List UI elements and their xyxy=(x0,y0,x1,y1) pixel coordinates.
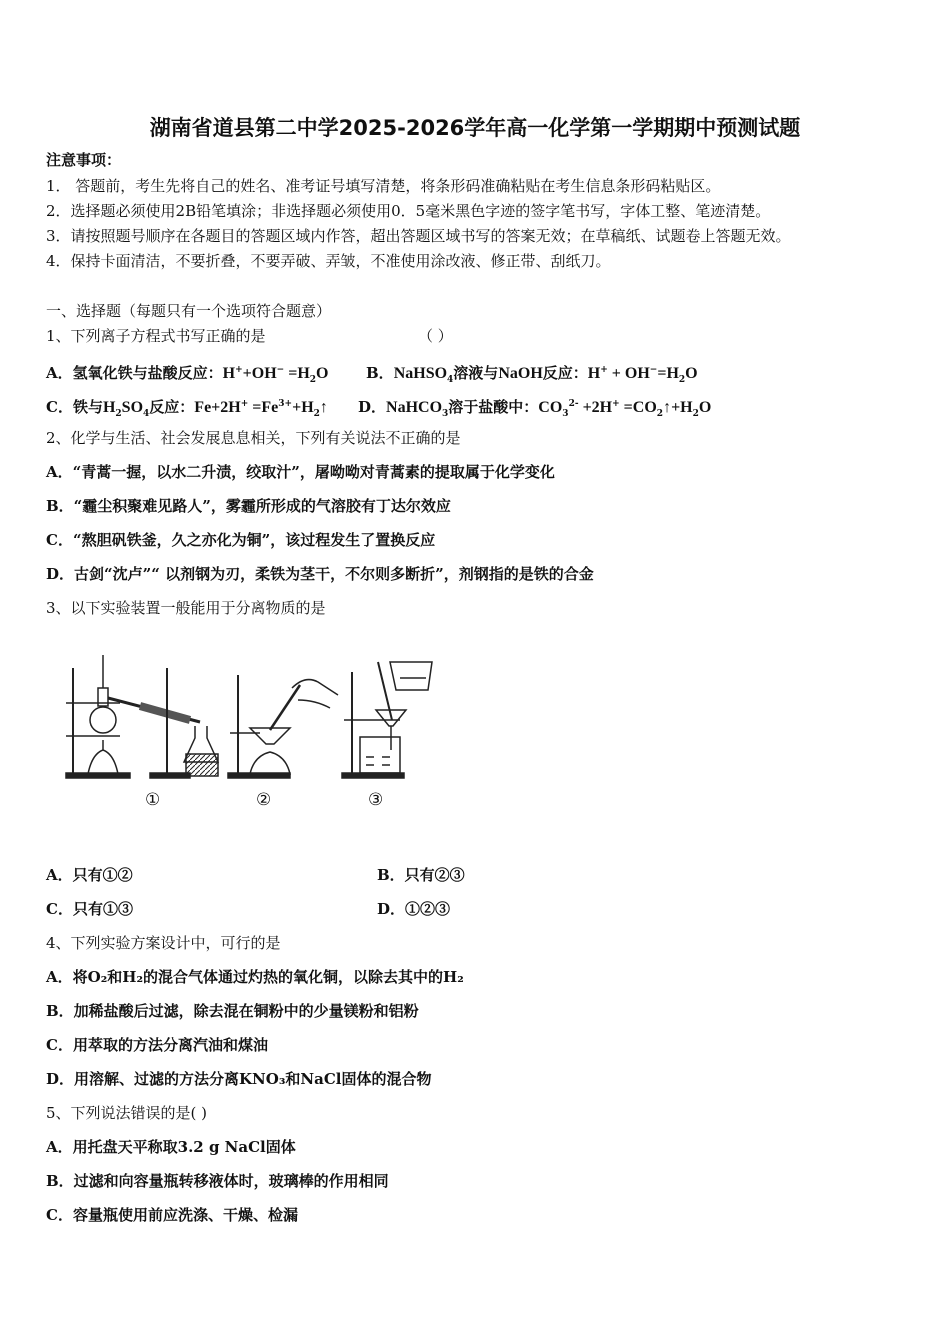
formula-part: 4 xyxy=(143,409,150,419)
formula-part: + xyxy=(240,399,249,409)
figure-label-2: ② xyxy=(256,790,272,810)
formula-part: A．氢氧化铁与盐酸反应： xyxy=(46,364,223,382)
formula-part: + xyxy=(235,365,243,375)
page-title: 湖南省道县第二中学2025-2026学年高一化学第一学期期中预测试题 xyxy=(149,116,801,140)
formula-part: 2 xyxy=(656,409,664,419)
q3-option-a: A．只有①② xyxy=(46,866,133,884)
formula-part: C．铁与 xyxy=(46,398,103,416)
formula-part: =H xyxy=(284,365,310,382)
notice-heading: 注意事项： xyxy=(46,151,122,169)
q2-stem: 2、化学与生活、社会发展息息相关，下列有关说法不正确的是 xyxy=(46,429,461,447)
formula-part: Fe+2H xyxy=(194,399,241,416)
q1-option-b xyxy=(366,360,698,390)
q4-option: C．用萃取的方法分离汽油和煤油 xyxy=(46,1036,268,1054)
formula-part: NaHCO xyxy=(386,399,443,416)
formula-part: 溶液与 xyxy=(453,364,499,382)
q1-stem: 1、下列离子方程式书写正确的是 xyxy=(46,327,266,345)
formula-part: +H xyxy=(292,399,314,416)
figure-label-3: ③ xyxy=(368,790,384,810)
q5-stem: 5、下列说法错误的是( ) xyxy=(46,1104,208,1122)
formula-part: +OH xyxy=(242,365,277,382)
formula-part: H xyxy=(222,365,236,382)
q1-option-a xyxy=(46,360,328,390)
q4-option: B．加稀盐酸后过滤，除去混在铜粉中的少量镁粉和铝粉 xyxy=(46,1002,419,1020)
q5-option: A．用托盘天平称取3.2 g NaCl固体 xyxy=(46,1138,296,1156)
q2-option: C．“熬胆矾铁釜，久之亦化为铜”，该过程发生了置换反应 xyxy=(46,531,436,549)
formula-part: ↑ xyxy=(319,399,328,416)
formula-part: NaHSO xyxy=(393,365,448,382)
notice-item: 4．保持卡面清洁，不要折叠，不要弄破、弄皱，不准使用涂改液、修正带、刮纸刀。 xyxy=(46,252,611,270)
formula-part: + xyxy=(600,365,608,375)
formula-part: 反应： xyxy=(149,398,195,416)
q4-stem: 4、下列实验方案设计中，可行的是 xyxy=(46,934,281,952)
formula-part: D． xyxy=(358,398,387,416)
q3-option-b: B．只有②③ xyxy=(377,866,465,884)
formula-part: + OH xyxy=(607,365,650,382)
formula-part: 2 xyxy=(115,409,122,419)
formula-part: 溶于盐酸中： xyxy=(448,398,539,416)
formula-part: 4 xyxy=(447,375,454,385)
formula-part: NaOH xyxy=(498,365,543,382)
figure-label-1: ① xyxy=(145,790,161,810)
q5-option: B．过滤和向容量瓶转移液体时，玻璃棒的作用相同 xyxy=(46,1172,389,1190)
q4-option: A．将O₂和H₂的混合气体通过灼热的氧化铜，以除去其中的H₂ xyxy=(46,968,464,986)
formula-part: ↑+H xyxy=(663,399,693,416)
formula-part: 2 xyxy=(678,375,686,385)
q5-option: C．容量瓶使用前应洗涤、干燥、检漏 xyxy=(46,1206,298,1224)
formula-part: O xyxy=(685,365,698,382)
formula-part: 3 xyxy=(562,409,569,419)
q1-option-c xyxy=(46,394,328,424)
formula-part: 2 xyxy=(309,375,317,385)
notice-item: 1． 答题前，考生先将自己的姓名、准考证号填写清楚，将条形码准确粘贴在考生信息条形码粘贴区。 xyxy=(46,177,721,195)
formula-part: O xyxy=(316,365,329,382)
formula-part: H xyxy=(102,399,116,416)
notice-item: 3．请按照题号顺序在各题目的答题区域内作答，超出答题区域书写的答案无效；在草稿纸、试题卷上答题无效。 xyxy=(46,227,791,245)
formula-part: CO xyxy=(538,399,563,416)
formula-part: 3+ xyxy=(278,399,293,409)
q1-option-d xyxy=(358,394,711,424)
formula-part: B． xyxy=(366,364,394,382)
formula-part: =H xyxy=(657,365,679,382)
formula-part: 2 xyxy=(313,409,320,419)
formula-part: O xyxy=(698,399,712,416)
q1-answer-bracket: （ ） xyxy=(418,327,453,345)
formula-part: + xyxy=(612,399,620,409)
section-heading: 一、选择题（每题只有一个选项符合题意） xyxy=(46,302,332,320)
formula-part: SO xyxy=(121,399,144,416)
formula-part: 2 xyxy=(692,409,699,419)
formula-part: 2- xyxy=(568,399,579,409)
formula-part: =CO xyxy=(619,399,657,416)
formula-part: − xyxy=(276,365,285,375)
q3-option-d: D．①②③ xyxy=(377,900,451,918)
q4-option: D．用溶解、过滤的方法分离KNO₃和NaCl固体的混合物 xyxy=(46,1070,432,1088)
q2-option: A．“青蒿一握，以水二升渍，绞取汁”，屠呦呦对青蒿素的提取属于化学变化 xyxy=(46,463,555,481)
q3-stem: 3、以下实验装置一般能用于分离物质的是 xyxy=(46,599,326,617)
q2-option: D．古剑“沈卢”“ 以剂钢为刃，柔铁为茎干，不尔则多断折”，剂钢指的是铁的合金 xyxy=(46,565,594,583)
q2-option: B．“霾尘积聚难见路人”，雾霾所形成的气溶胶有丁达尔效应 xyxy=(46,497,451,515)
lab-apparatus-figure xyxy=(60,650,450,785)
formula-part: =Fe xyxy=(248,399,279,416)
q3-option-c: C．只有①③ xyxy=(46,900,133,918)
formula-part: H xyxy=(587,365,601,382)
formula-part: 反应： xyxy=(542,364,588,382)
formula-part: +2H xyxy=(578,399,613,416)
formula-part: 3 xyxy=(442,409,449,419)
formula-part: − xyxy=(649,365,658,375)
notice-item: 2．选择题必须使用2B铅笔填涂；非选择题必须使用0．5毫米黑色字迹的签字笔书写，字体工整、笔迹清楚。 xyxy=(46,202,771,220)
